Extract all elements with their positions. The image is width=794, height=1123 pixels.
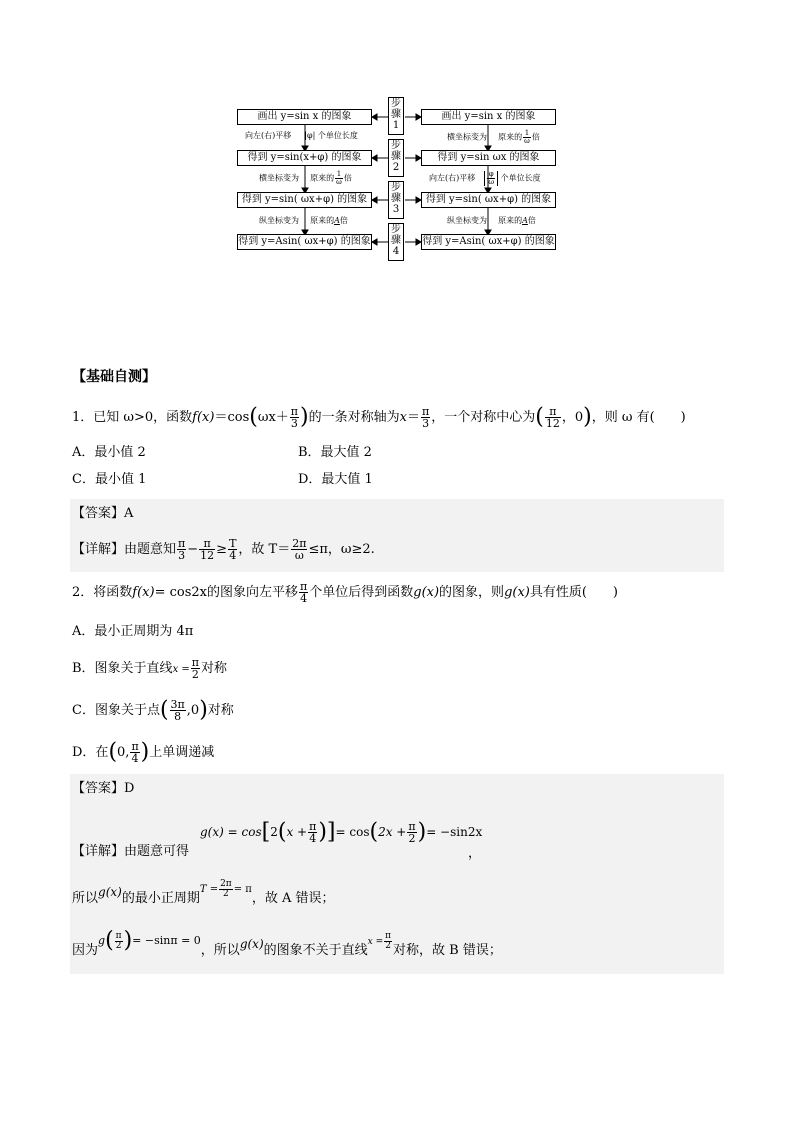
right-transition-3: 纵坐标变为 原来的A倍 — [447, 216, 536, 225]
q1-option-c: C．最小值 1 — [72, 472, 147, 487]
q1-option-b: B．最大值 2 — [298, 445, 372, 460]
left-box-1: 画出 y=sin x 的图象 — [237, 109, 372, 125]
q2-detail-line3: 因为$^{g( \frac{\pi}{2} )= -sin\pi = 0}$，所以g(x)的图象不关于直线$^{x = \frac{\pi}{2}}$ 对称，故 B 错误； — [72, 928, 502, 958]
q2-detail-comma: ， — [468, 846, 482, 861]
q2-option-c: C．图象关于点( $\frac{3\pi}{8}$ ,0)对称 — [72, 697, 234, 723]
right-box-1: 画出 y=sin x 的图象 — [421, 109, 556, 125]
q2-option-a: A．最小正周期为 4π — [72, 624, 194, 639]
q2-stem: 2．将函数f(x)= cos2x的图象向左平移 $\frac{\pi}{4}$ 个单位后得到函数g(x)的图象，则g(x)具有性质( ) — [72, 580, 619, 605]
right-transition-1: 横坐标变为 原来的 $\frac{1}{\omega}$ 倍 — [447, 129, 540, 145]
step-box-2: 步 骤 2 — [388, 139, 404, 177]
q2-option-b: B．图象关于直线x = $\frac{\pi}{2}$ 对称 — [72, 656, 228, 681]
q2-answer: 【答案】D — [72, 781, 135, 796]
left-transition-1: 向左(右)平移 |φ| 个单位长度 — [245, 131, 358, 140]
q1-option-a: A．最小值 2 — [72, 445, 146, 460]
right-box-4: 得到 y=Asin( ωx+φ) 的图象 — [421, 234, 556, 250]
step-box-3: 步 骤 3 — [388, 181, 404, 219]
right-box-3: 得到 y=sin( ωx+φ) 的图象 — [421, 192, 556, 208]
step-box-1: 步 骤 1 — [388, 97, 404, 135]
left-box-2: 得到 y=sin(x+φ) 的图象 — [237, 150, 372, 166]
q1-answer: 【答案】A — [72, 506, 134, 521]
right-box-2: 得到 y=sin ωx 的图象 — [421, 150, 556, 166]
section-title: 【基础自测】 — [72, 369, 156, 385]
left-transition-3: 纵坐标变为 原来的A倍 — [259, 216, 348, 225]
q2-option-d: D．在(0, $\frac{\pi}{4}$ )上单调递减 — [72, 739, 215, 765]
left-box-4: 得到 y=Asin( ωx+φ) 的图象 — [237, 234, 372, 250]
q2-detail-label: 【详解】由题意可得 — [72, 844, 190, 859]
q1-option-d: D．最大值 1 — [298, 472, 373, 487]
q2-detail-line2: 所以g(x)的最小正周期$^{T = \frac{2\pi}{2} = \pi}$，故 A 错误； — [72, 879, 335, 906]
q1-stem: 1．已知 ω>0，函数f(x)＝cos(ωx＋ $\frac{\pi}{3}$ )的一条对称轴为x＝ $\frac{\pi}{3}$ ，一个对称中心为( $\frac{\pi}{12}$ ，0)，则 ω 有( ) — [72, 404, 686, 430]
q1-detail: 【详解】由题意知 $\frac{\pi}{3}$ − $\frac{\pi}{12}$ ≥ $\frac{T}{4}$ ，故 T＝ $\frac{2\pi}{\omega}$ ≤π，ω≥2. — [72, 537, 375, 562]
step-box-4: 步 骤 4 — [388, 223, 404, 261]
q2-detail-equation: g(x) = cos[2(x + $\frac{\pi}{4}$ )]= cos(2x + $\frac{\pi}{2}$ )= −sin2x — [200, 819, 483, 845]
left-box-3: 得到 y=sin( ωx+φ) 的图象 — [237, 192, 372, 208]
left-transition-2: 横坐标变为 原来的 $\frac{1}{\omega}$ 倍 — [259, 170, 352, 186]
right-transition-2: 向左(右)平移 $\frac{\varphi}{\omega}$ 个单位长度 — [429, 170, 541, 186]
